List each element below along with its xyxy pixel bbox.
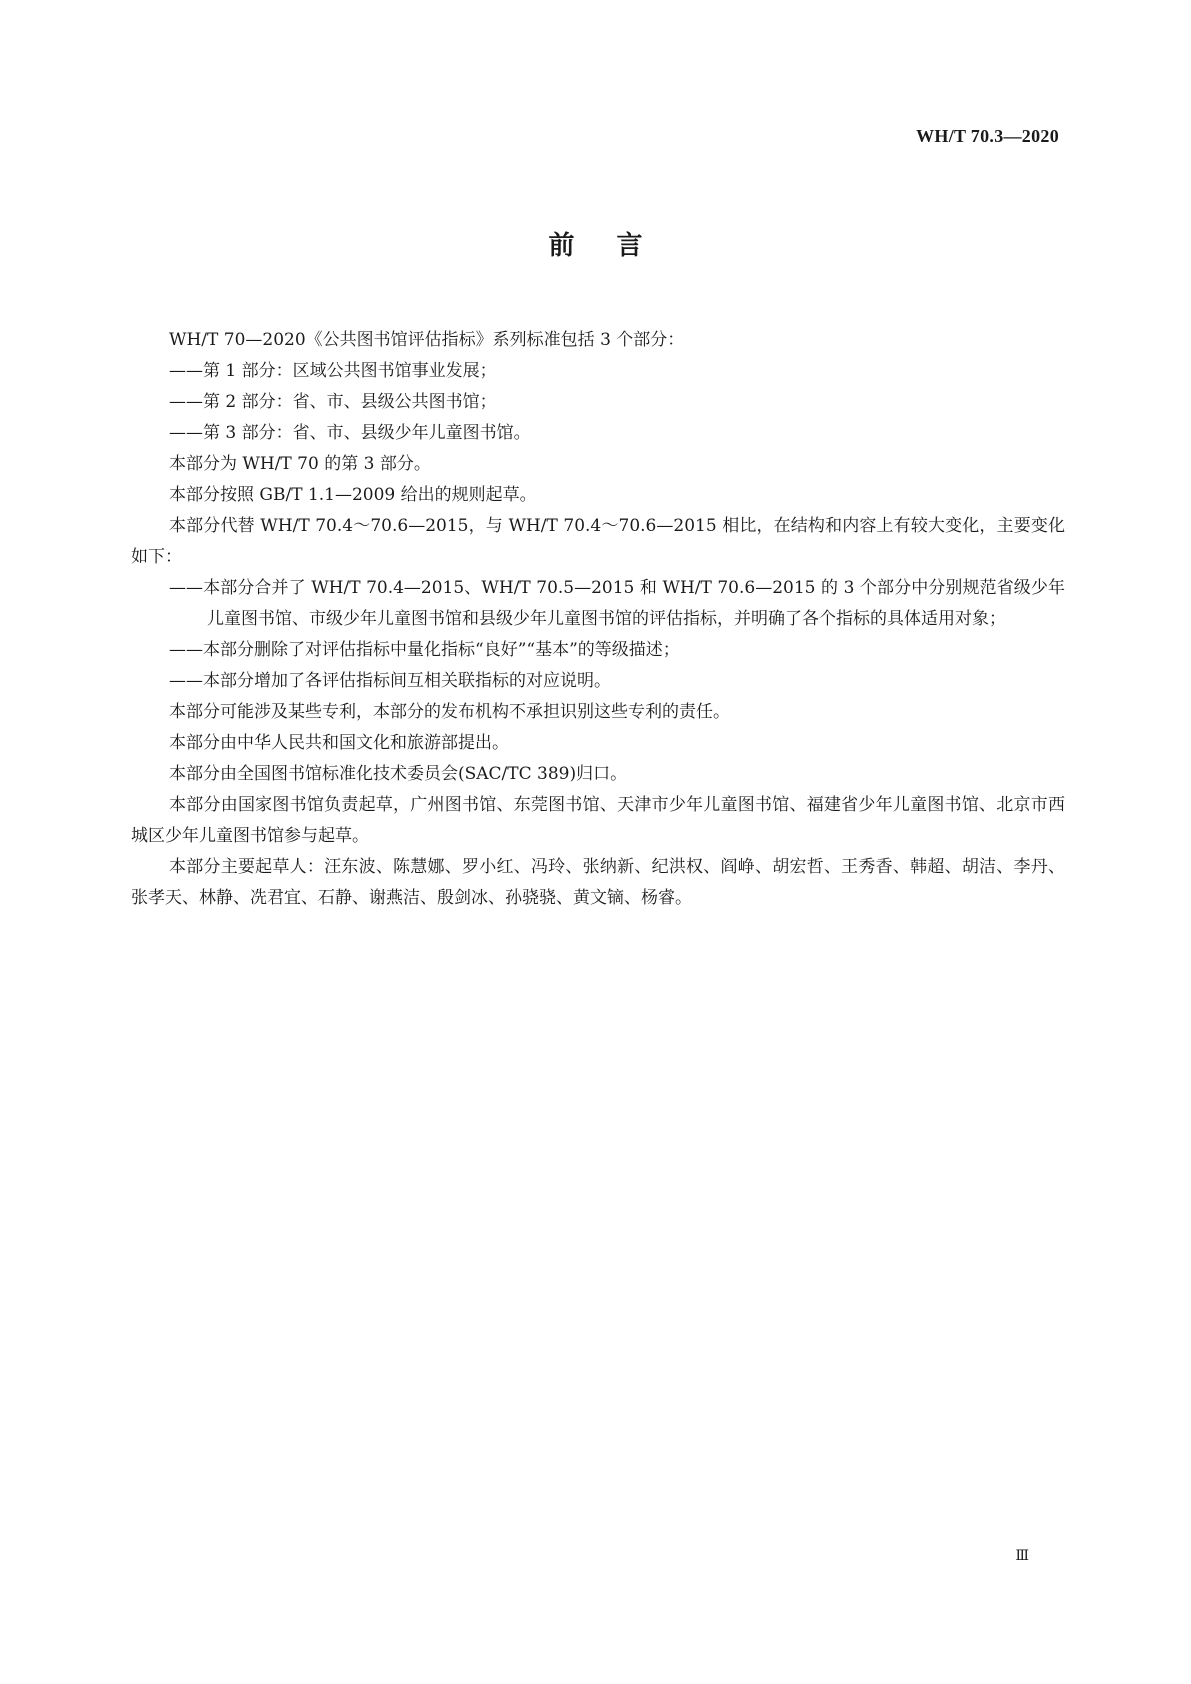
paragraph: 本部分按照 GB/T 1.1—2009 给出的规则起草。 [169,485,537,505]
paragraph: 本部分由中华人民共和国文化和旅游部提出。 [169,733,509,753]
paragraph: 本部分由国家图书馆负责起草，广州图书馆、东莞图书馆、天津市少年儿童图书馆、福建省少年儿童图书馆、北京市西城区少年儿童图书馆参与起草。 [131,795,1065,846]
list-item: ——本部分增加了各评估指标间互相关联指标的对应说明。 [169,671,611,691]
page-title: 前言 [548,231,685,261]
paragraph: 本部分为 WH/T 70 的第 3 部分。 [169,454,431,474]
paragraph: 本部分代替 WH/T 70.4～70.6—2015，与 WH/T 70.4～70.6—2015 相比，在结构和内容上有较大变化，主要变化如下： [131,516,1065,567]
list-item: ——第 3 部分：省、市、县级少年儿童图书馆。 [169,423,531,443]
page-number: Ⅲ [1015,1549,1029,1564]
paragraph: WH/T 70—2020《公共图书馆评估指标》系列标准包括 3 个部分： [169,330,685,350]
foreword-body [131,325,1065,914]
list-item: ——第 2 部分：省、市、县级公共图书馆； [169,392,497,412]
list-item: ——第 1 部分：区域公共图书馆事业发展； [169,361,497,381]
paragraph: 本部分由全国图书馆标准化技术委员会(SAC/TC 389)归口。 [169,764,628,784]
standard-code: WH/T 70.3—2020 [916,126,1059,146]
paragraph: 本部分可能涉及某些专利，本部分的发布机构不承担识别这些专利的责任。 [169,702,730,722]
list-item: ——本部分删除了对评估指标中量化指标“良好”“基本”的等级描述； [169,640,680,660]
list-item: ——本部分合并了 WH/T 70.4—2015、WH/T 70.5—2015 和 WH/T 70.6—2015 的 3 个部分中分别规范省级少年儿童图书馆、市级少年儿童图书馆和县级少年儿童图书馆的评估指标，并明确了各个指标的具体适用对象； [169,578,1065,629]
paragraph: 本部分主要起草人：汪东波、陈慧娜、罗小红、冯玲、张纳新、纪洪权、阎峥、胡宏哲、王秀香、韩超、胡洁、李丹、张孝天、林静、冼君宜、石静、谢燕洁、殷剑冰、孙骁骁、黄文镝、杨睿。 [131,857,1065,908]
